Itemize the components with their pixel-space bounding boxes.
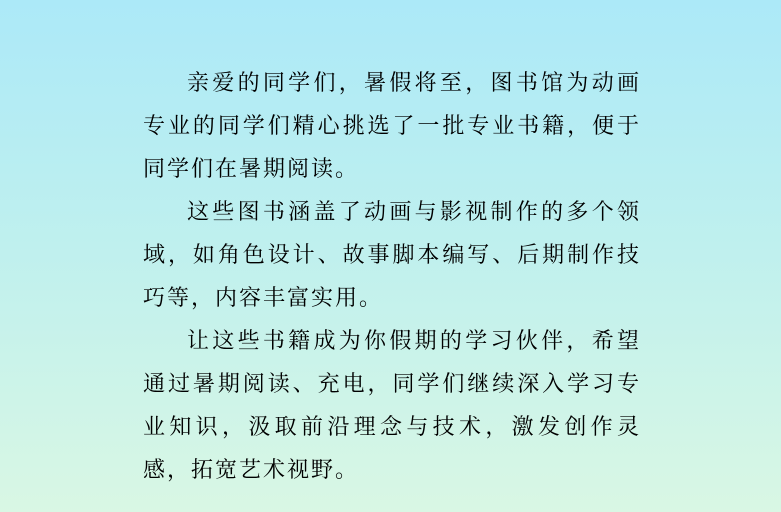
library-notice-text xyxy=(143,62,641,492)
paragraph-book-coverage: 这些图书涵盖了动画与影视制作的多个领域，如角色设计、故事脚本编写、后期制作技巧等，内容丰富实用。 xyxy=(143,200,641,311)
paragraph-encouragement: 让这些书籍成为你假期的学习伙伴，希望通过暑期阅读、充电，同学们继续深入学习专业知识，汲取前沿理念与技术，激发创作灵感，拓宽艺术视野。 xyxy=(143,329,641,483)
paragraph-greeting: 亲爱的同学们，暑假将至，图书馆为动画专业的同学们精心挑选了一批专业书籍，便于同学们在暑期阅读。 xyxy=(143,71,641,182)
